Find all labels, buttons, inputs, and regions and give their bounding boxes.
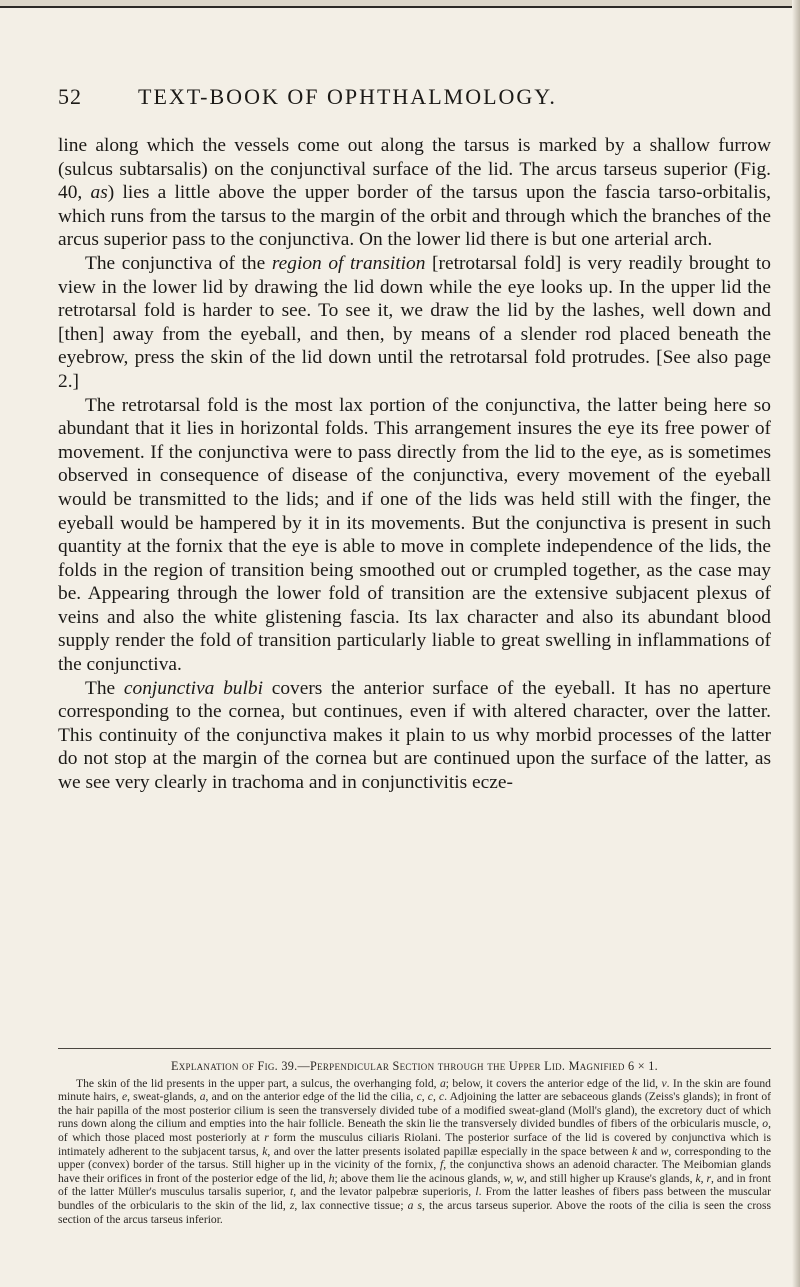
- italic-term: f: [440, 1158, 444, 1172]
- italic-term: r: [264, 1130, 269, 1144]
- italic-term: c, c, c: [416, 1090, 445, 1104]
- italic-term: k: [631, 1144, 638, 1158]
- italic-term: o: [762, 1117, 769, 1131]
- text-run: ; above them lie the acinous glands,: [334, 1171, 504, 1185]
- page-top-rule: [0, 6, 792, 8]
- running-title: TEXT-BOOK OF OPHTHALMOLOGY.: [138, 84, 557, 109]
- text-run: and: [637, 1144, 661, 1158]
- text-run: , lax connective tissue;: [294, 1198, 408, 1212]
- italic-term: h: [328, 1171, 335, 1185]
- text-run: , and still higher up Krause's glands,: [523, 1171, 696, 1185]
- italic-term: z: [289, 1198, 295, 1212]
- italic-term: a s: [407, 1198, 423, 1212]
- text-run: . In the skin are found minute hairs,: [58, 1076, 771, 1104]
- text-run: , the arcus tarseus superior. Above the roots of the cilia is seen the cross section of the arcus tarseus inferior.: [58, 1198, 771, 1226]
- page-header: [0, 84, 800, 114]
- page-gutter-shadow: [792, 0, 800, 1287]
- text-run: line along which the vessels come out along the tarsus is marked by a shallow furrow (sulcus subtarsalis) on the conjunctival surface of the lid. The arcus tarseus superior (Fig. 40,: [58, 135, 771, 204]
- italic-term: l: [475, 1185, 479, 1199]
- italic-term: t: [290, 1185, 294, 1199]
- text-run: , and the levator palpebræ superioris,: [293, 1185, 476, 1199]
- text-run: , of which those placed most posteriorly at: [58, 1117, 771, 1144]
- italic-term: k, r: [695, 1171, 711, 1185]
- body-paragraph: [58, 677, 771, 795]
- caption-separator: [58, 1048, 771, 1049]
- body-paragraph: [58, 394, 771, 677]
- text-run: , sweat-glands,: [127, 1090, 200, 1104]
- body-text: [58, 134, 771, 795]
- text-run: form the musculus ciliaris Riolani. The posterior surface of the lid is covered by conjunctiva which is intimately adherent to the subjacent tarsus,: [58, 1130, 771, 1158]
- text-run: . From the latter leashes of fibers pass between the muscular bundles of the orbicularis to the skin of the lid,: [58, 1185, 771, 1212]
- text-run: . Adjoining the latter are sebaceous glands (Zeiss's glands); in front of the hair papilla of the most posterior cilium is seen the transversely divided tube of a modified sweat-gland (Moll's gland), the excretory duct of which runs down along the cilium and empties into the hair follicle. Beneath the skin lie the transversely divided bundles of fibers of the orbicularis muscle,: [58, 1090, 771, 1131]
- text-run: ) lies a little above the upper border of the tarsus upon the fascia tarso-orbitalis, which runs from the tarsus to the margin of the orbit and through which the branches of the arcus superior pass to the conjunctiva. On the lower lid there is but one arterial arch.: [58, 182, 771, 251]
- italic-term: w: [660, 1144, 669, 1158]
- text-run: The: [85, 677, 124, 699]
- italic-term: a: [199, 1090, 206, 1104]
- body-paragraph: [58, 252, 771, 394]
- text-run: The retrotarsal fold is the most lax portion of the conjunctiva, the latter being here so abundant that it lies in horizontal folds. This arrangement insures the eye its free power of movement. If the conjunctiva were to pass directly from the lid to the eye, as is sometimes observed in consequence of disease of the conjunctiva, every movement of the eyeball would be transmitted to the lids; and if one of the lids was held still with the finger, the eyeball would be hampered by it in its movements. But the conjunctiva is present in such quantity at the fornix that the eye is able to move in complete independence of the lids, the folds in the region of transition being smoothed out or crumpled together, as the case may be. Appearing through the lower fold of transition are the extensive subjacent plexus of veins and also the white glistening fascia. Its lax character and also its abundant blood supply render the fold of transition particularly liable to great swelling in inflammations of the conjunctiva.: [58, 394, 771, 676]
- italic-term: v: [661, 1076, 667, 1090]
- body-paragraph: [58, 134, 771, 252]
- text-run: The skin of the lid presents in the upper part, a sulcus, the overhanging fold,: [76, 1076, 440, 1090]
- text-run: ; below, it covers the anterior edge of the lid,: [445, 1076, 662, 1090]
- text-run: , corresponding to the upper (convex) border of the tarsus. Still higher up in the vicinity of the fornix,: [58, 1144, 771, 1172]
- text-run: , and on the anterior edge of the lid the cilia,: [205, 1090, 417, 1104]
- page-number: 52: [58, 84, 82, 109]
- italic-term: as: [90, 182, 108, 204]
- italic-term: e: [121, 1090, 128, 1104]
- figure-explanation-title: Explanation of Fig. 39.—Perpendicular Section through the Upper Lid. Magnified 6 × 1.: [170, 1059, 659, 1073]
- text-run: [retrotarsal fold] is very readily brought to view in the lower lid by drawing the lid down while the eye looks up. In the upper lid the retrotarsal fold is harder to see. To see it, we draw the lid by the lashes, well down and [then] away from the eyeball, and then, by means of a slender rod placed beneath the eyebrow, press the skin of the lid down until the retrotarsal fold protrudes. [See also page 2.]: [58, 252, 771, 392]
- italic-term: region of transition: [271, 252, 426, 274]
- italic-term: w, w: [503, 1171, 524, 1185]
- text-run: , and in front of the latter Müller's musculus tarsalis superior,: [58, 1171, 771, 1199]
- text-run: , and over the latter presents isolated papillæ especially in the space between: [267, 1144, 632, 1158]
- text-run: , the conjunctiva shows an adenoid character. The Meibomian glands have their orifices in front of the posterior edge of the lid,: [58, 1158, 771, 1185]
- italic-term: a: [439, 1076, 446, 1090]
- figure-explanation: [58, 1060, 771, 1226]
- italic-term: k: [262, 1144, 268, 1158]
- figure-explanation-body: [58, 1077, 771, 1227]
- text-run: The conjunctiva of the: [85, 252, 272, 274]
- italic-term: conjunctiva bulbi: [123, 677, 263, 699]
- text-run: covers the anterior surface of the eyeball. It has no aperture corresponding to the cornea, but continues, even if with altered character, over the latter. This continuity of the conjunctiva makes it plain to us why morbid processes of the latter do not stop at the margin of the cornea but are continued upon the surface of the latter, as we see very clearly in trachoma and in conjunctivitis eczе-: [58, 677, 772, 794]
